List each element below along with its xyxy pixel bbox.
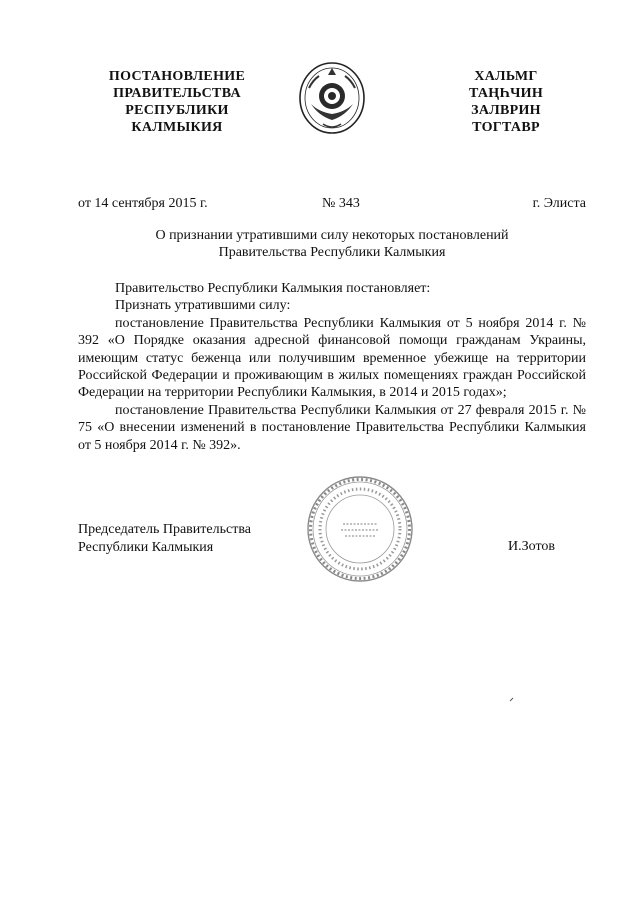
body-paragraph: Правительство Республики Калмыкия постановляет: (115, 281, 431, 296)
header-right-line: ТАҢҺЧИН (468, 86, 544, 101)
document-city: г. Элиста (532, 196, 586, 211)
document-date: от 14 сентября 2015 г. (78, 196, 208, 211)
document-body (78, 280, 586, 454)
kalmykia-emblem-icon (297, 60, 367, 136)
document-number: № 343 (322, 196, 360, 211)
document-title (78, 227, 586, 261)
document-meta-row (78, 196, 586, 214)
header-left-title (92, 68, 262, 136)
signer-position-line: Председатель Правительства (78, 522, 251, 537)
signer-position-line: Республики Калмыкия (78, 540, 214, 555)
title-line: О признании утратившими силу некоторых постановлений (155, 228, 509, 243)
body-paragraph: Признать утратившими силу: (115, 298, 291, 314)
signer-position (78, 521, 251, 557)
body-paragraph: постановление Правительства Республики Калмыкия от 27 февраля 2015 г. № 75 «О внесении изменений в постановление Правительства Республики Калмыкия от 5 ноября 2014 г. № 392». (78, 402, 586, 453)
header-left-line: ПРАВИТЕЛЬСТВА (113, 86, 241, 101)
signer-name: И.Зотов (508, 539, 555, 554)
header-right-line: ХАЛЬМГ (474, 69, 538, 84)
header-right-line: ЗАЛВРИН (471, 103, 541, 118)
header-right-title (450, 68, 562, 136)
header-left-line: КАЛМЫКИЯ (131, 120, 223, 135)
header-left-line: ПОСТАНОВЛЕНИЕ (108, 69, 246, 84)
scan-speck (509, 697, 515, 702)
body-paragraph: постановление Правительства Республики Калмыкия от 5 ноября 2014 г. № 392 «О Порядке оказания адресной финансовой помощи гражданам Украины, имеющим статус беженца или получившим временное убежище на территории Российской Федерации и проживающим в жилых помещениях граждан Российской Федерации на территории Республики Калмыкия, в 2014 и 2015 годах»; (78, 315, 586, 401)
header-right-line: ТОГТАВР (472, 120, 540, 135)
title-line: Правительства Республики Калмыкия (218, 245, 446, 260)
official-seal-icon (305, 474, 415, 584)
header-left-line: РЕСПУБЛИКИ (125, 103, 229, 118)
